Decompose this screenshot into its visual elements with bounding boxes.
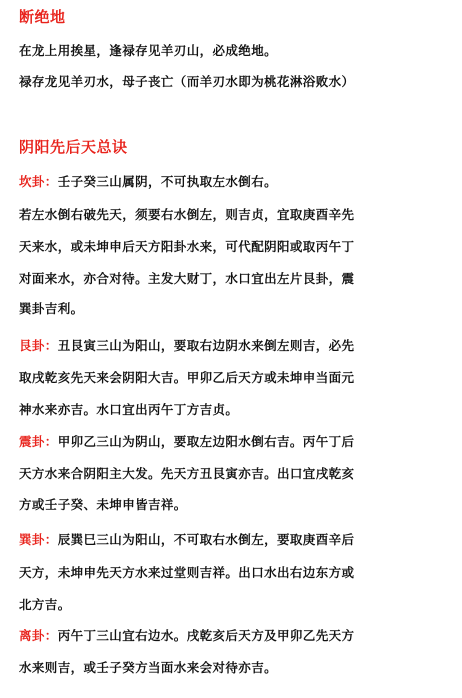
paragraph-line: 对面来水，亦合对待。主发大财丁，水口宜出左片艮卦，震 bbox=[19, 271, 355, 286]
paragraph-line: 神水来亦吉。水口宜出丙午丁方吉贞。 bbox=[19, 402, 239, 417]
section-title-yinyang: 阴阳先后天总诀 bbox=[19, 138, 128, 156]
kan-first-line bbox=[19, 172, 454, 190]
paragraph-line: 若左水倒右破先天，须要右水倒左，则吉贞，宜取庚酉辛先 bbox=[19, 207, 355, 222]
paragraph-line: 取戌乾亥先天来会阴阳大吉。甲卯乙后天方或未坤申当面元 bbox=[19, 370, 355, 385]
paragraph-line: 天来水，或未坤申后天方阳卦水来，可代配阴阳或取丙午丁 bbox=[19, 239, 355, 254]
section-title-duanjuedi: 断绝地 bbox=[19, 8, 66, 26]
kan-label: 坎卦： bbox=[19, 174, 58, 189]
paragraph-line: 天方，未坤申先天方水来过堂则吉祥。出口水出右边东方或 bbox=[19, 565, 355, 580]
gen-text: 丑艮寅三山为阳山，要取右边阴水来倒左则吉，必先 bbox=[57, 338, 355, 353]
paragraph-line: 巽卦吉利。 bbox=[19, 301, 84, 316]
zhen-text: 甲卯乙三山为阴山，要取左边阳水倒右吉。丙午丁后 bbox=[57, 434, 355, 449]
li-text: 丙午丁三山宜右边水。戌乾亥后天方及甲卯乙先天方 bbox=[57, 628, 355, 643]
paragraph-line: 水来则吉，或壬子癸方当面水来会对待亦吉。 bbox=[19, 660, 278, 675]
paragraph-line: 在龙上用挨星，逢禄存见羊刃山，必成绝地。 bbox=[19, 43, 278, 58]
paragraph-line: 北方吉。 bbox=[19, 597, 71, 612]
xun-first-line bbox=[19, 530, 454, 548]
xun-text: 辰巽巳三山为阳山，不可取右水倒左，要取庚酉辛后 bbox=[57, 532, 355, 547]
paragraph-line: 天方水来合阴阳主大发。先天方丑艮寅亦吉。出口宜戌乾亥 bbox=[19, 466, 355, 481]
xun-label: 巽卦： bbox=[19, 532, 58, 547]
zhen-first-line bbox=[19, 432, 454, 450]
gen-first-line bbox=[19, 336, 454, 354]
paragraph-line: 方或壬子癸、未坤申皆吉祥。 bbox=[19, 497, 187, 512]
li-first-line bbox=[19, 626, 454, 644]
paragraph-line: 禄存龙见羊刃水，母子丧亡（而羊刃水即为桃花淋浴败水） bbox=[19, 74, 355, 89]
kan-text: 壬子癸三山属阴，不可执取左水倒右。 bbox=[57, 174, 278, 189]
zhen-label: 震卦： bbox=[19, 434, 58, 449]
li-label: 离卦： bbox=[19, 628, 58, 643]
gen-label: 艮卦： bbox=[19, 338, 58, 353]
